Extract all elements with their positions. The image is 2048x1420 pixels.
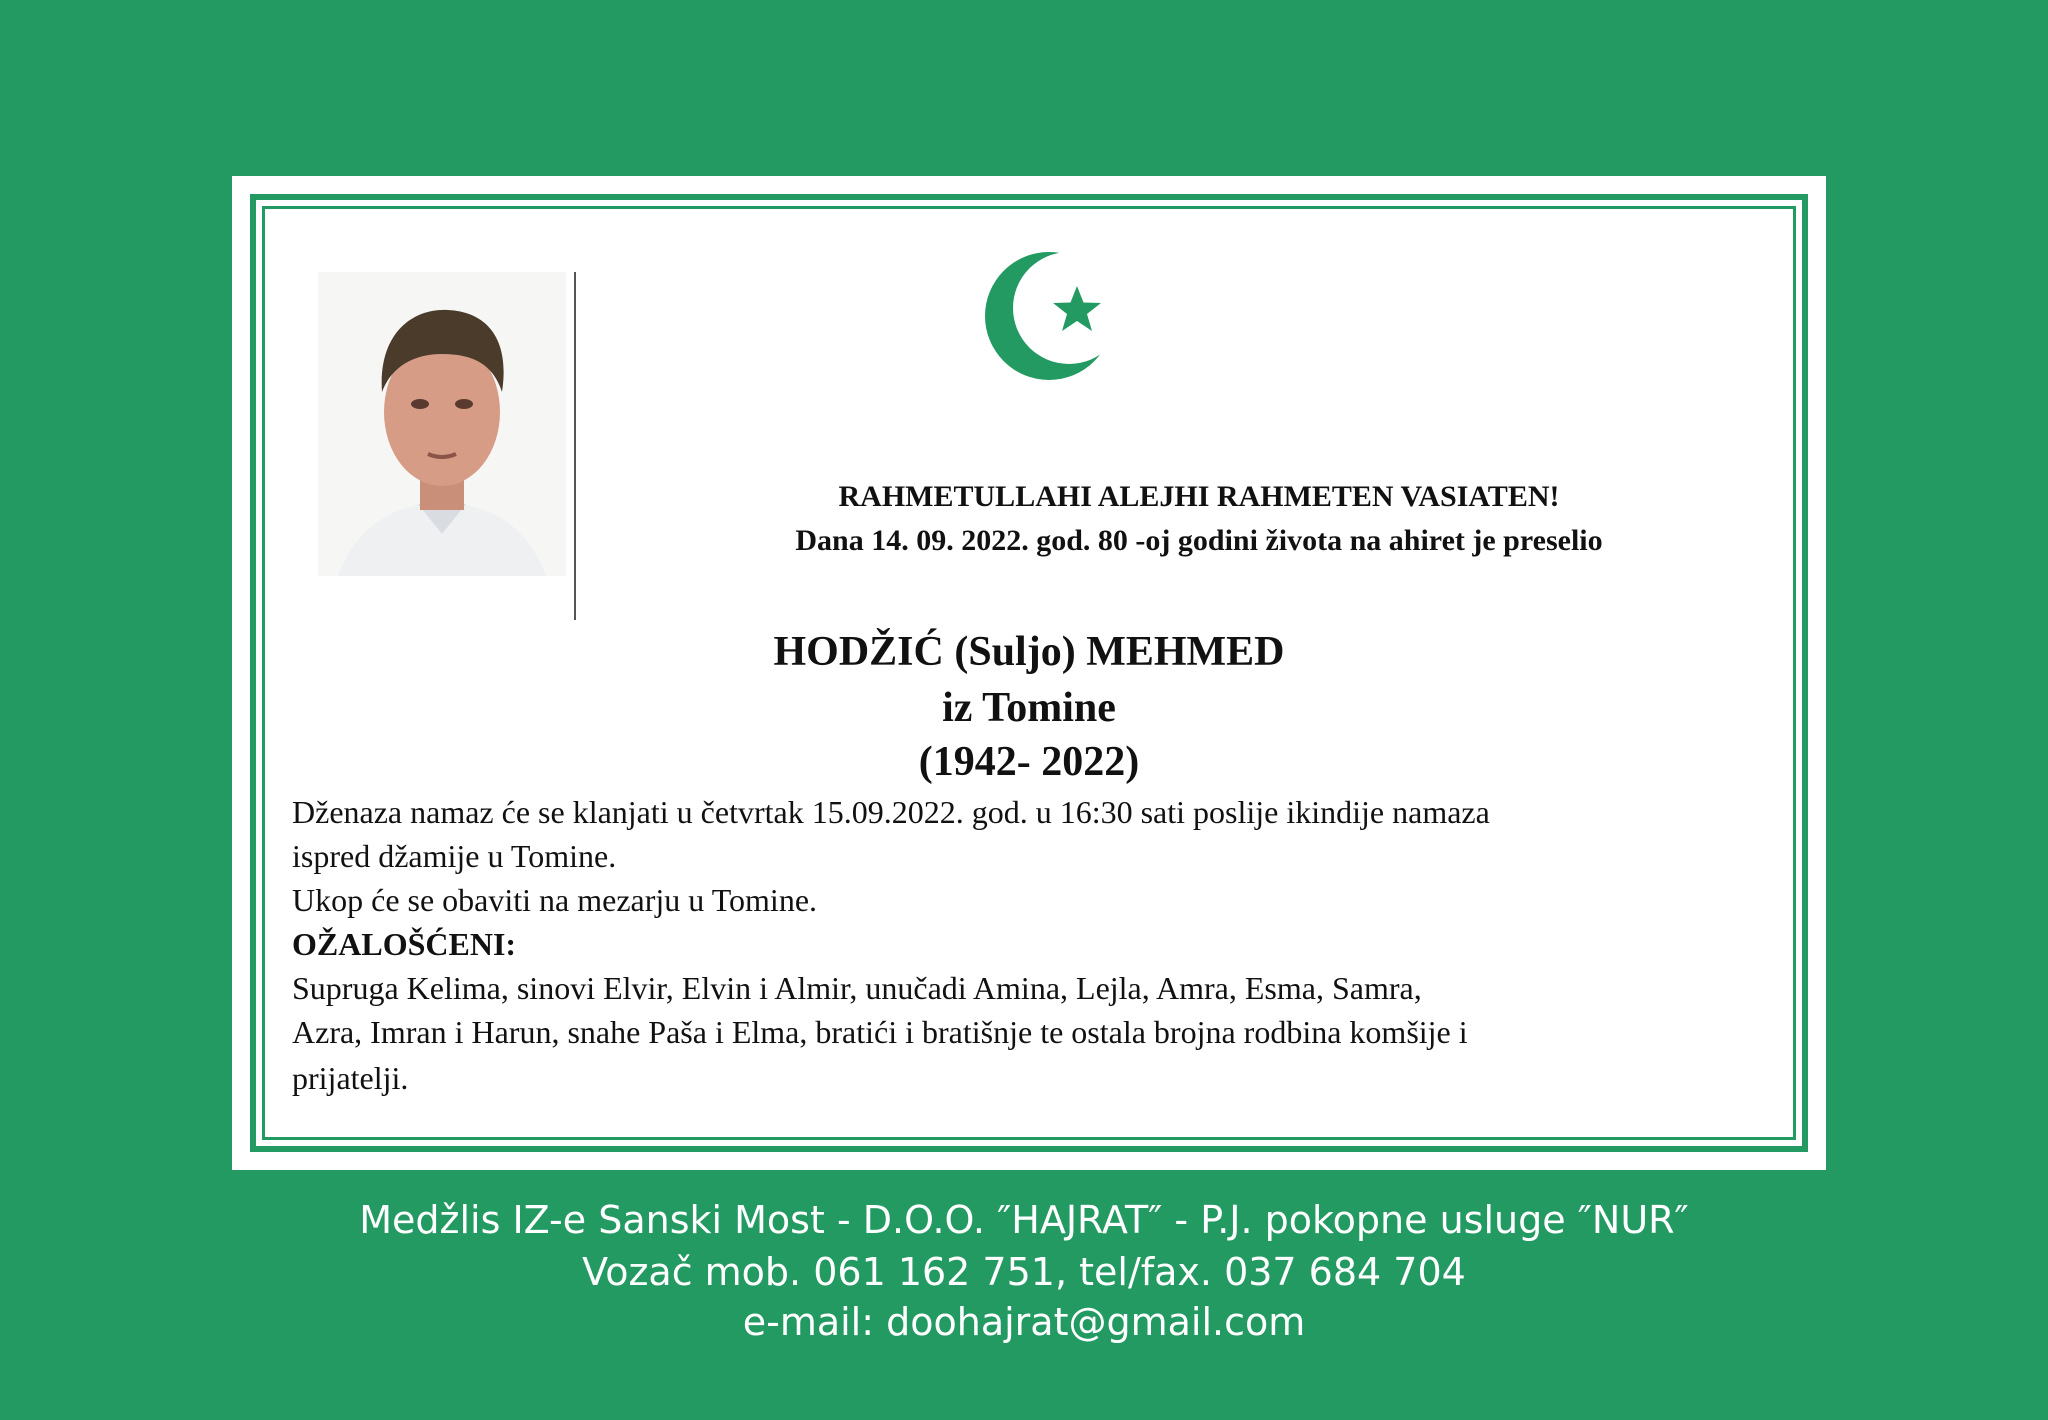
announcement-line: Dana 14. 09. 2022. god. 80 -oj godini života na ahiret je preselio bbox=[795, 524, 1603, 557]
mourners-line: prijatelji. bbox=[292, 1060, 409, 1096]
crescent-star-icon bbox=[961, 228, 1141, 408]
deceased-origin: iz Tomine bbox=[942, 685, 1116, 731]
funeral-location-line: ispred džamije u Tomine. bbox=[292, 838, 617, 874]
footer-company: Medžlis IZ-e Sanski Most - D.O.O. ″HAJRAT″ - P.J. pokopne usluge ″NUR″ bbox=[359, 1198, 1689, 1242]
funeral-prayer-line: Dženaza namaz će se klanjati u četvrtak 15.09.2022. god. u 16:30 sati poslije ikindije namaza bbox=[292, 794, 1490, 830]
burial-line: Ukop će se obaviti na mezarju u Tomine. bbox=[292, 882, 818, 918]
mourners-heading: OŽALOŠĆENI: bbox=[292, 926, 517, 962]
greeting-line: RAHMETULLAHI ALEJHI RAHMETEN VASIATEN! bbox=[838, 480, 1560, 513]
deceased-name: HODŽIĆ (Suljo) MEHMED bbox=[773, 629, 1285, 675]
mourners-line: Azra, Imran i Harun, snahe Paša i Elma, bratići i bratišnje te ostala brojna rodbina komšije i bbox=[292, 1014, 1468, 1050]
mourners-line: Supruga Kelima, sinovi Elvir, Elvin i Almir, unučadi Amina, Lejla, Amra, Esma, Samra, bbox=[292, 970, 1422, 1006]
footer-email: e-mail: doohajrat@gmail.com bbox=[742, 1300, 1306, 1344]
photo-divider bbox=[574, 272, 576, 620]
obituary-card bbox=[232, 176, 1826, 1170]
footer-contact: Vozač mob. 061 162 751, tel/fax. 037 684 704 bbox=[582, 1250, 1466, 1294]
deceased-years: (1942- 2022) bbox=[918, 739, 1140, 785]
